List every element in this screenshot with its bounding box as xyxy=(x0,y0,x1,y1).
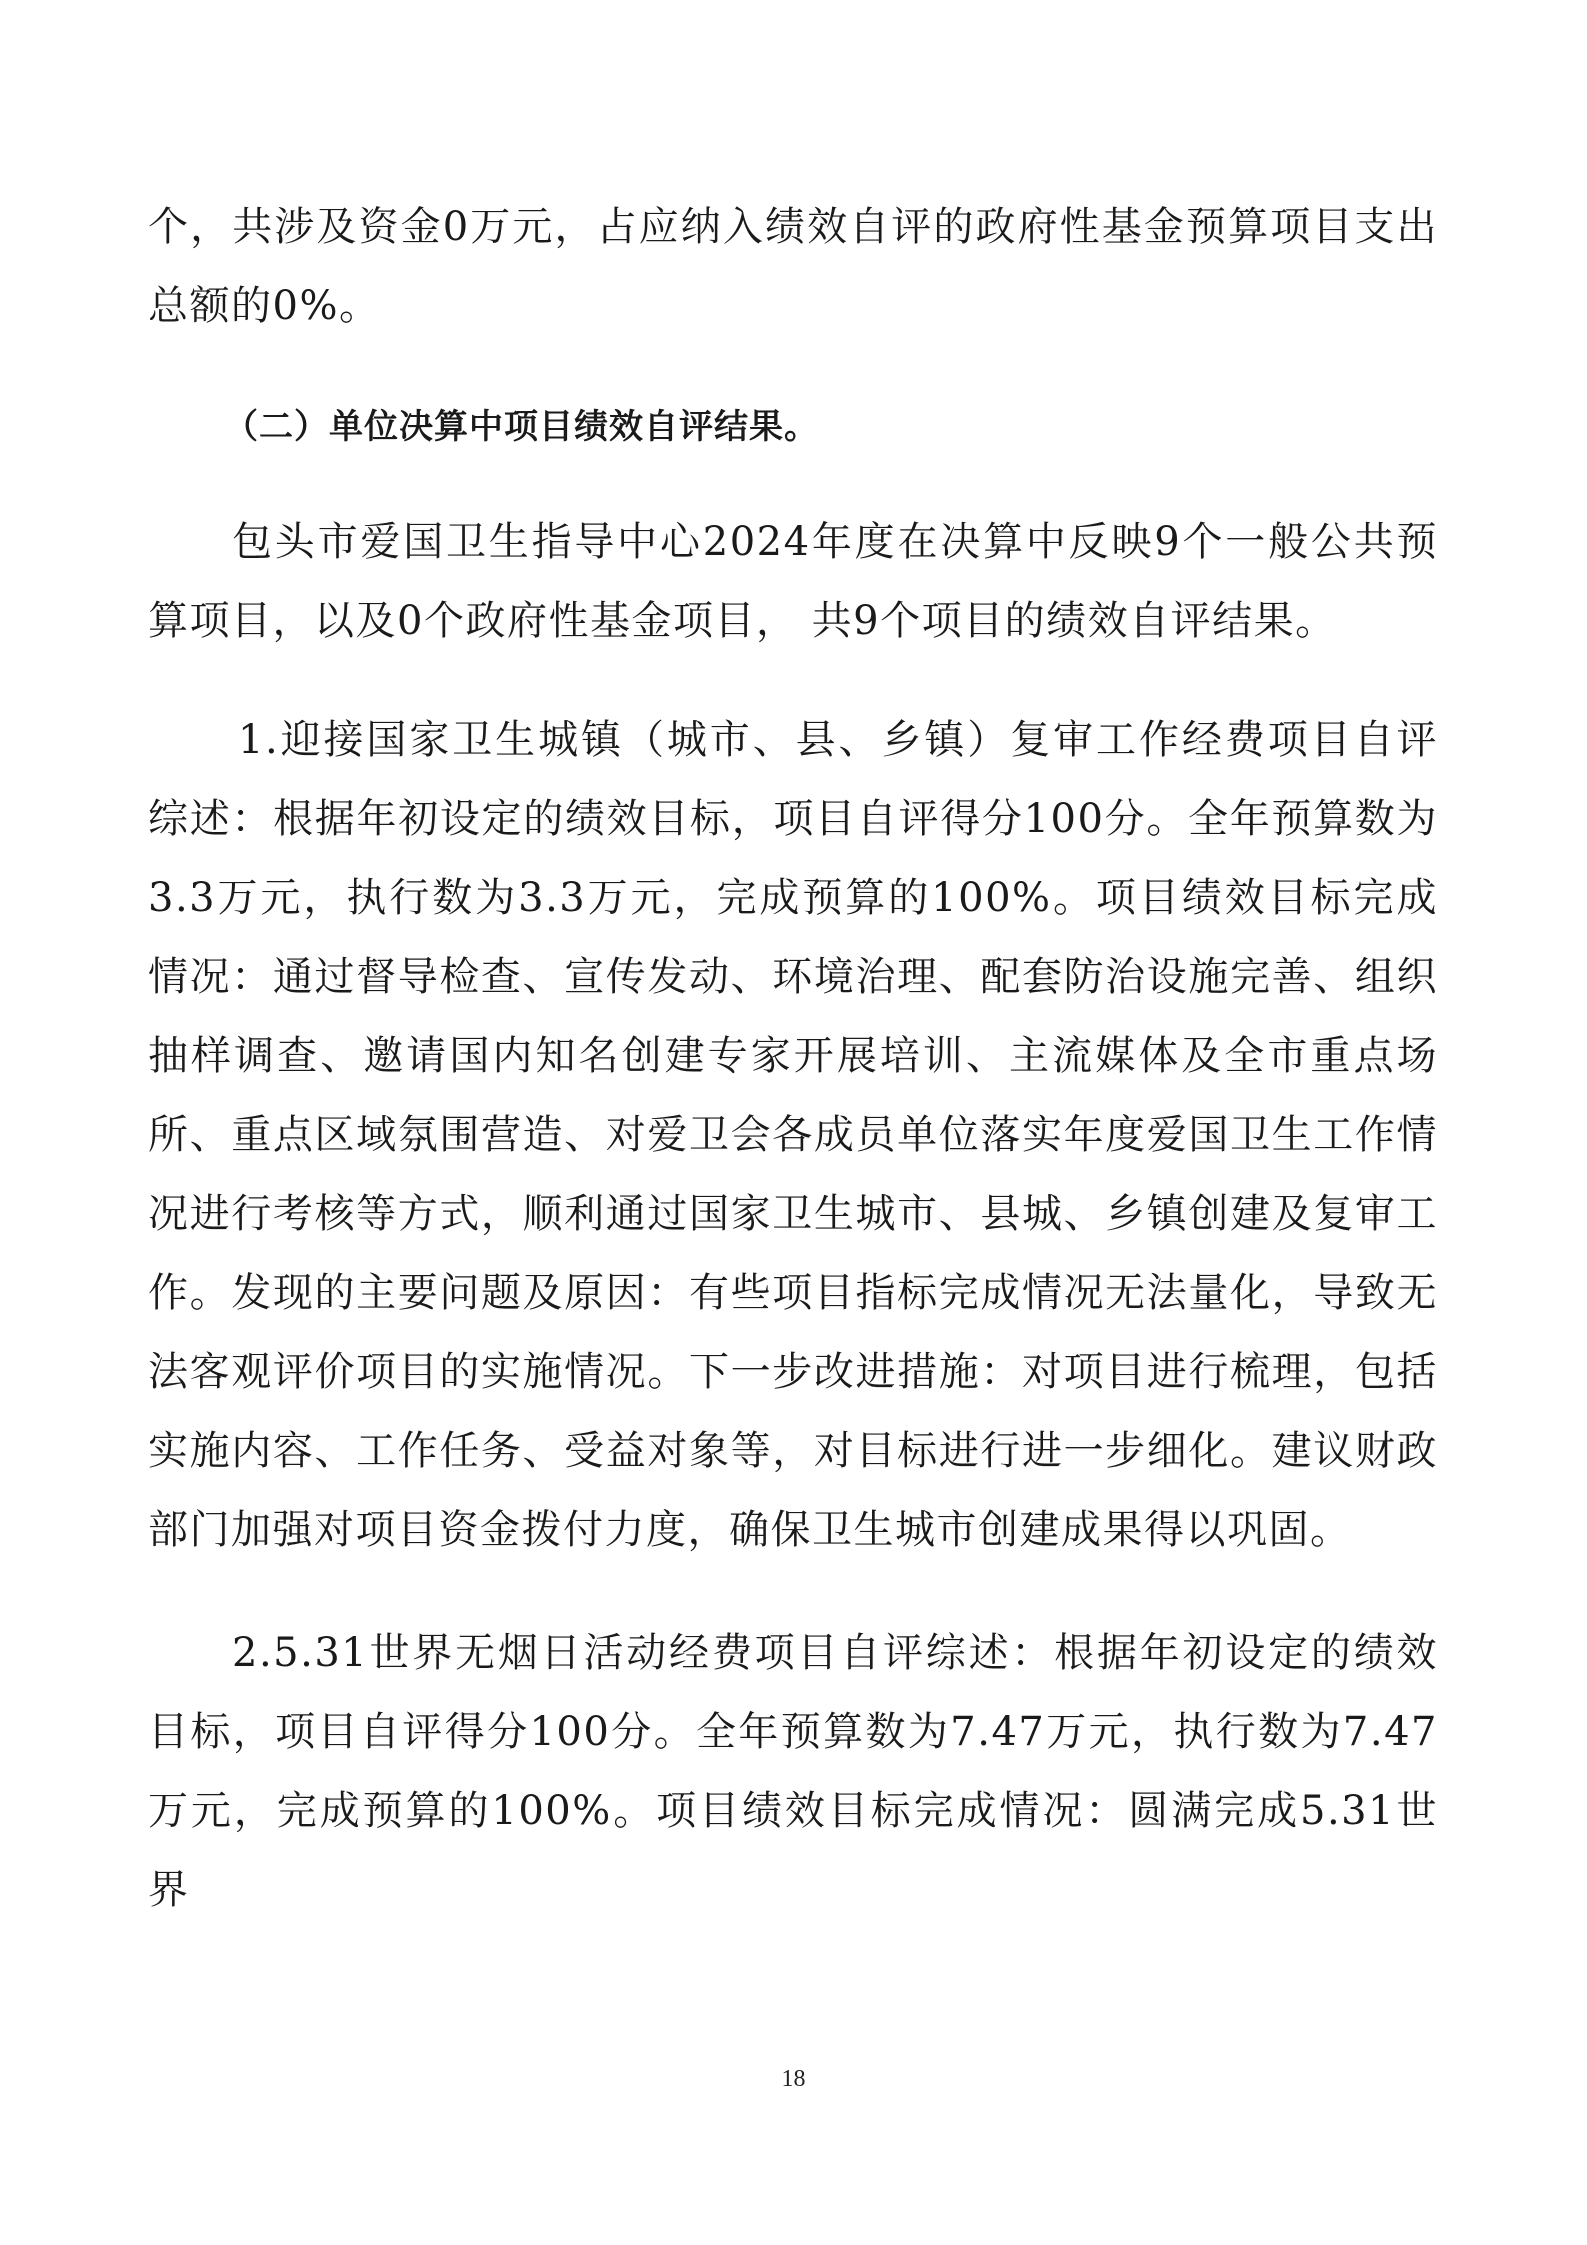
paragraph-project-overview: 包头市爱国卫生指导中心2024年度在决算中反映9个一般公共预算项目，以及0个政府性基金项目， 共9个项目的绩效自评结果。 xyxy=(148,519,1438,644)
page-number: 18 xyxy=(781,2066,806,2092)
paragraph-fund-summary: 个，共涉及资金0万元，占应纳入绩效自评的政府性基金预算项目支出总额的0%。 xyxy=(148,204,1438,329)
section-heading: （二）单位决算中项目绩效自评结果。 xyxy=(224,407,819,447)
paragraph-project-1: 1.迎接国家卫生城镇（城市、县、乡镇）复审工作经费项目自评综述：根据年初设定的绩效目标，项目自评得分100分。全年预算数为3.3万元，执行数为3.3万元，完成预算的100%。项目绩效目标完成情况：通过督导检查、宣传发动、环境治理、配套防治设施完善、组织抽样调查、邀请国内知名创建专家开展培训、主流媒体及全市重点场所、重点区域氛围营造、对爱卫会各成员单位落实年度爱国卫生工作情况进行考核等方式，顺利通过国家卫生城市、县城、乡镇创建及复审工作。发现的主要问题及原因：有些项目指标完成情况无法量化，导致无法客观评价项目的实施情况。下一步改进措施：对项目进行梳理，包括实施内容、工作任务、受益对象等，对目标进行进一步细化。建议财政部门加强对项目资金拨付力度，确保卫生城市创建成果得以巩固。 xyxy=(148,717,1438,1553)
document-body xyxy=(148,188,1438,1930)
paragraph-project-2: 2.5.31世界无烟日活动经费项目自评综述：根据年初设定的绩效目标，项目自评得分100分。全年预算数为7.47万元，执行数为7.47万元，完成预算的100%。项目绩效目标完成情况：圆满完成5.31世界 xyxy=(148,1630,1438,1913)
